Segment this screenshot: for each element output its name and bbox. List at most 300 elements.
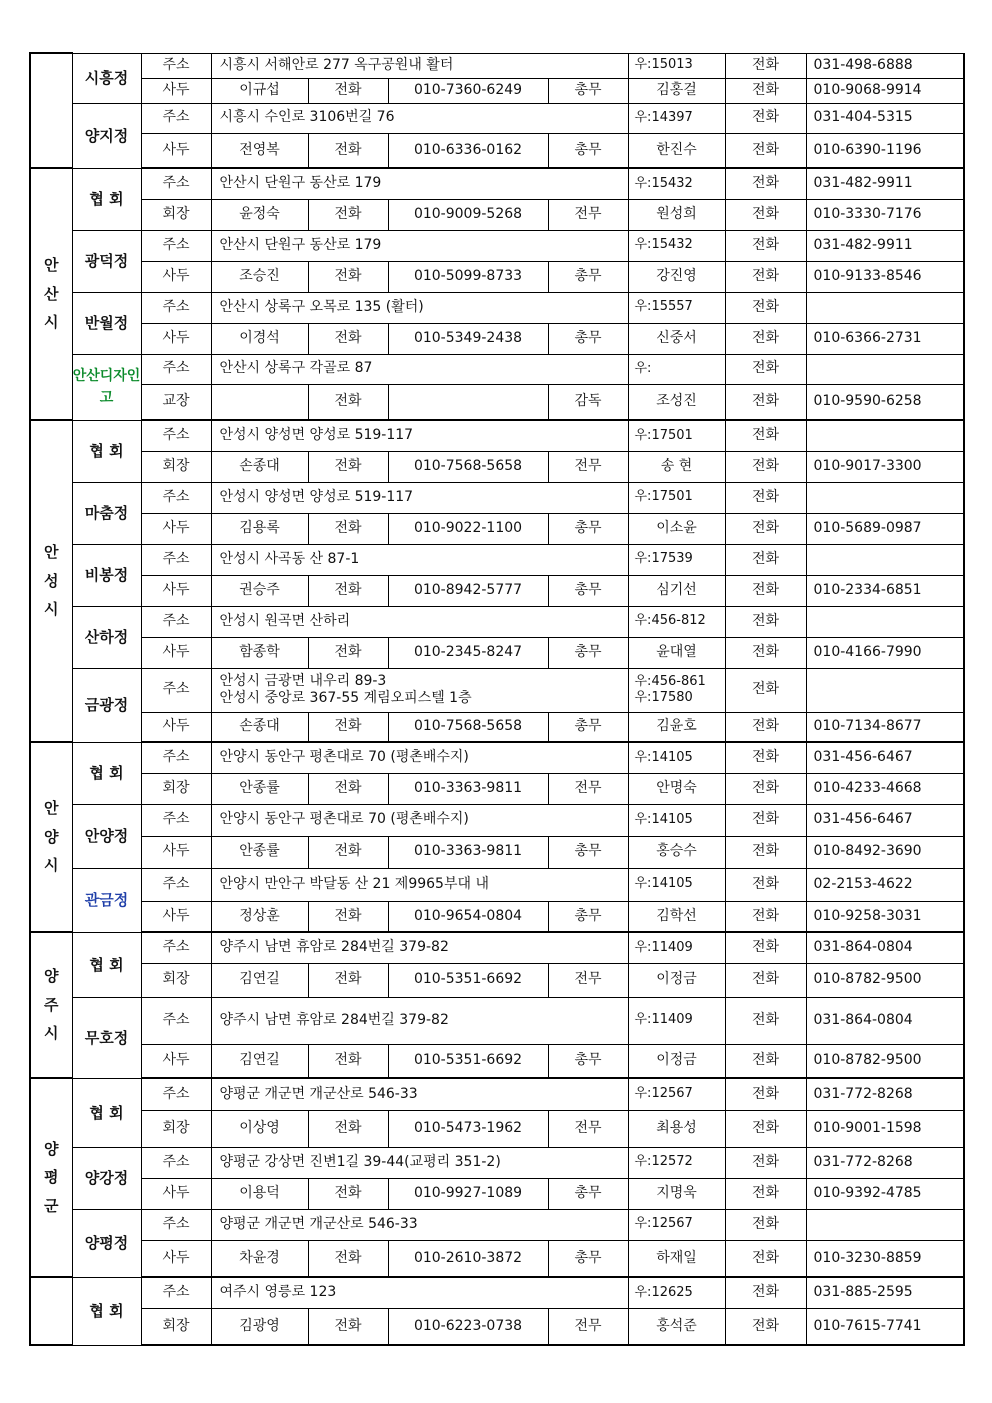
postal-code	[628, 668, 725, 712]
postal-code: 우:11409	[628, 997, 725, 1044]
officer-phone: 010-9927-1089	[388, 1178, 548, 1209]
secretary-phone-label: 전화	[725, 836, 806, 868]
address-label: 주소	[141, 292, 211, 323]
secretary-role: 총무	[548, 78, 628, 103]
club-phone-label: 전화	[725, 1209, 806, 1240]
club-address: 안성시 양성면 양성로 519-117	[211, 482, 628, 513]
postal-code: 우:15557	[628, 292, 725, 323]
secretary-role: 총무	[548, 261, 628, 292]
city-name-text: 안산시	[44, 256, 59, 332]
officer-phone: 010-5099-8733	[388, 261, 548, 292]
secretary-phone: 010-9001-1598	[806, 1110, 964, 1147]
club-phone-label: 전화	[725, 804, 806, 836]
address-label: 주소	[141, 1078, 211, 1110]
secretary-phone: 010-3330-7176	[806, 199, 964, 230]
club-phone-label: 전화	[725, 420, 806, 451]
city-name-text: 양주시	[44, 967, 59, 1043]
address-label: 주소	[141, 804, 211, 836]
officer-name: 이용덕	[211, 1178, 308, 1209]
club-phone: 031-404-5315	[806, 103, 964, 133]
club-name: 안산디자인고	[72, 354, 141, 420]
officer-phone: 010-7568-5658	[388, 451, 548, 482]
club-address-row	[30, 230, 964, 261]
officer-phone	[388, 384, 548, 420]
club-officer-row	[30, 78, 964, 103]
club-address: 안산시 단원구 동산로 179	[211, 230, 628, 261]
club-officer-row	[30, 513, 964, 544]
secretary-phone-label: 전화	[725, 323, 806, 354]
officer-name: 조승진	[211, 261, 308, 292]
club-phone: 031-482-9911	[806, 168, 964, 199]
club-address: 안산시 상록구 각골로 87	[211, 354, 628, 384]
club-officer-row	[30, 323, 964, 354]
city-name-text: 안성시	[44, 543, 59, 619]
postal-code: 우:15432	[628, 230, 725, 261]
officer-phone: 010-3363-9811	[388, 773, 548, 804]
officer-phone-label: 전화	[308, 575, 388, 606]
club-officer-row	[30, 1044, 964, 1078]
club-address-row	[30, 1277, 964, 1308]
secretary-phone: 010-6390-1196	[806, 133, 964, 168]
club-phone: 031-885-2595	[806, 1277, 964, 1308]
officer-name: 함종학	[211, 637, 308, 668]
secretary-name: 안명숙	[628, 773, 725, 804]
club-phone-label: 전화	[725, 292, 806, 323]
club-name: 협 회	[72, 1078, 141, 1147]
officer-role: 사두	[141, 1178, 211, 1209]
officer-phone-label: 전화	[308, 963, 388, 997]
officer-name: 전영복	[211, 133, 308, 168]
secretary-phone-label: 전화	[725, 513, 806, 544]
city-name-text: 안양시	[44, 799, 59, 875]
club-address: 안성시 원곡면 산하리	[211, 606, 628, 637]
officer-role: 회장	[141, 1110, 211, 1147]
officer-phone: 010-9009-5268	[388, 199, 548, 230]
club-address: 안양시 동안구 평촌대로 70 (평촌배수지)	[211, 742, 628, 773]
secretary-name: 김홍걸	[628, 78, 725, 103]
club-name: 양강정	[72, 1147, 141, 1209]
address-line-1: 안성시 금광면 내우리 89-3	[219, 672, 387, 689]
club-name: 반월정	[72, 292, 141, 354]
city-name-text: 양평군	[44, 1139, 59, 1215]
club-phone-label: 전화	[725, 354, 806, 384]
address-line-2: 안성시 중앙로 367-55 계림오피스텔 1층	[219, 690, 472, 706]
club-name: 안양정	[72, 804, 141, 868]
officer-role: 회장	[141, 773, 211, 804]
officer-phone: 010-5351-6692	[388, 1044, 548, 1078]
officer-name: 권승주	[211, 575, 308, 606]
officer-phone: 010-7568-5658	[388, 712, 548, 742]
secretary-phone: 010-5689-0987	[806, 513, 964, 544]
secretary-phone: 010-8492-3690	[806, 836, 964, 868]
address-label: 주소	[141, 544, 211, 575]
officer-phone-label: 전화	[308, 451, 388, 482]
officer-phone-label: 전화	[308, 323, 388, 354]
secretary-name: 강진영	[628, 261, 725, 292]
address-label: 주소	[141, 53, 211, 78]
secretary-name: 한진수	[628, 133, 725, 168]
city-name	[30, 168, 72, 420]
club-address-row	[30, 1078, 964, 1110]
city-name	[30, 742, 72, 932]
club-address: 안산시 상록구 오목로 135 (활터)	[211, 292, 628, 323]
club-phone: 031-482-9911	[806, 230, 964, 261]
club-address: 양평군 강상면 진변1길 39-44(교평리 351-2)	[211, 1147, 628, 1178]
secretary-role: 전무	[548, 1308, 628, 1345]
club-officer-row	[30, 261, 964, 292]
club-phone-label: 전화	[725, 230, 806, 261]
club-address	[211, 668, 628, 712]
club-address: 시흥시 수인로 3106번길 76	[211, 103, 628, 133]
club-address-row	[30, 103, 964, 133]
officer-role: 사두	[141, 323, 211, 354]
secretary-role: 전무	[548, 963, 628, 997]
club-address-row	[30, 804, 964, 836]
club-phone: 031-864-0804	[806, 997, 964, 1044]
club-officer-row	[30, 575, 964, 606]
club-name: 시흥정	[72, 53, 141, 103]
club-name: 양평정	[72, 1209, 141, 1277]
club-address-row	[30, 482, 964, 513]
club-address-row	[30, 1209, 964, 1240]
postal-code: 우:15013	[628, 53, 725, 78]
club-officer-row	[30, 637, 964, 668]
secretary-name: 이소윤	[628, 513, 725, 544]
club-name: 광덕정	[72, 230, 141, 292]
club-phone	[806, 1209, 964, 1240]
officer-phone-label: 전화	[308, 133, 388, 168]
club-phone: 031-456-6467	[806, 742, 964, 773]
secretary-phone-label: 전화	[725, 712, 806, 742]
officer-name: 안종률	[211, 773, 308, 804]
club-address-row	[30, 1147, 964, 1178]
secretary-role: 총무	[548, 712, 628, 742]
club-phone: 02-2153-4622	[806, 868, 964, 901]
club-address-row	[30, 544, 964, 575]
club-officer-row	[30, 836, 964, 868]
officer-role: 사두	[141, 261, 211, 292]
secretary-phone-label: 전화	[725, 451, 806, 482]
postal-code: 우:456-812	[628, 606, 725, 637]
address-label: 주소	[141, 482, 211, 513]
secretary-phone: 010-4233-4668	[806, 773, 964, 804]
club-phone-label: 전화	[725, 1277, 806, 1308]
club-officer-row	[30, 773, 964, 804]
club-phone	[806, 354, 964, 384]
secretary-role: 전무	[548, 199, 628, 230]
club-name: 무호정	[72, 997, 141, 1078]
secretary-name: 윤대열	[628, 637, 725, 668]
secretary-role: 총무	[548, 836, 628, 868]
postal-code: 우:14105	[628, 804, 725, 836]
officer-phone-label: 전화	[308, 773, 388, 804]
secretary-role: 전무	[548, 451, 628, 482]
address-label: 주소	[141, 1147, 211, 1178]
club-name: 양지정	[72, 103, 141, 168]
address-label: 주소	[141, 103, 211, 133]
club-officer-row	[30, 384, 964, 420]
officer-phone: 010-6336-0162	[388, 133, 548, 168]
address-label: 주소	[141, 606, 211, 637]
secretary-role: 총무	[548, 575, 628, 606]
officer-phone-label: 전화	[308, 712, 388, 742]
secretary-phone-label: 전화	[725, 1240, 806, 1277]
postal-code: 우:15432	[628, 168, 725, 199]
club-phone	[806, 420, 964, 451]
club-officer-row	[30, 712, 964, 742]
address-label: 주소	[141, 354, 211, 384]
secretary-role: 총무	[548, 637, 628, 668]
club-officer-row	[30, 1110, 964, 1147]
club-address: 양평군 개군면 개군산로 546-33	[211, 1209, 628, 1240]
postal-code: 우:17501	[628, 420, 725, 451]
officer-phone: 010-7360-6249	[388, 78, 548, 103]
secretary-role: 총무	[548, 1240, 628, 1277]
address-label: 주소	[141, 420, 211, 451]
officer-name: 차윤경	[211, 1240, 308, 1277]
secretary-phone: 010-8782-9500	[806, 1044, 964, 1078]
officer-role: 사두	[141, 836, 211, 868]
secretary-role: 총무	[548, 1044, 628, 1078]
club-address-row	[30, 742, 964, 773]
secretary-phone-label: 전화	[725, 901, 806, 932]
club-phone-label: 전화	[725, 53, 806, 78]
secretary-phone: 010-7615-7741	[806, 1308, 964, 1345]
secretary-name: 최용성	[628, 1110, 725, 1147]
city-name	[30, 1277, 72, 1345]
club-phone-label: 전화	[725, 606, 806, 637]
club-address: 양주시 남면 휴암로 284번길 379-82	[211, 932, 628, 963]
secretary-phone-label: 전화	[725, 384, 806, 420]
club-address: 안양시 만안구 박달동 산 21 제9965부대 내	[211, 868, 628, 901]
postal-code-1: 우:456-861	[634, 673, 706, 689]
secretary-phone-label: 전화	[725, 1178, 806, 1209]
secretary-phone-label: 전화	[725, 261, 806, 292]
address-label: 주소	[141, 997, 211, 1044]
club-name: 비봉정	[72, 544, 141, 606]
club-name: 관금정	[72, 868, 141, 932]
officer-phone: 010-5473-1962	[388, 1110, 548, 1147]
address-label: 주소	[141, 230, 211, 261]
club-address-row	[30, 668, 964, 712]
club-name: 협 회	[72, 420, 141, 482]
officer-phone-label: 전화	[308, 1240, 388, 1277]
officer-phone-label: 전화	[308, 836, 388, 868]
club-phone-label: 전화	[725, 1147, 806, 1178]
club-address: 안산시 단원구 동산로 179	[211, 168, 628, 199]
officer-phone-label: 전화	[308, 78, 388, 103]
officer-role: 사두	[141, 78, 211, 103]
officer-name: 손종대	[211, 712, 308, 742]
club-address-row	[30, 292, 964, 323]
secretary-phone-label: 전화	[725, 773, 806, 804]
officer-name: 윤정숙	[211, 199, 308, 230]
officer-role: 사두	[141, 513, 211, 544]
club-address: 양평군 개군면 개군산로 546-33	[211, 1078, 628, 1110]
club-address: 안성시 사곡동 산 87-1	[211, 544, 628, 575]
club-phone	[806, 668, 964, 712]
club-address: 안성시 양성면 양성로 519-117	[211, 420, 628, 451]
secretary-role: 전무	[548, 773, 628, 804]
secretary-phone-label: 전화	[725, 199, 806, 230]
officer-role: 사두	[141, 575, 211, 606]
club-phone-label: 전화	[725, 868, 806, 901]
postal-code: 우:17539	[628, 544, 725, 575]
secretary-name: 신중서	[628, 323, 725, 354]
officer-phone: 010-6223-0738	[388, 1308, 548, 1345]
secretary-phone: 010-9590-6258	[806, 384, 964, 420]
secretary-name: 이정금	[628, 963, 725, 997]
secretary-role: 총무	[548, 901, 628, 932]
officer-name: 김광영	[211, 1308, 308, 1345]
club-address: 시흥시 서해안로 277 옥구공원내 활터	[211, 53, 628, 78]
officer-phone: 010-9022-1100	[388, 513, 548, 544]
club-name: 협 회	[72, 1277, 141, 1345]
secretary-name: 원성희	[628, 199, 725, 230]
club-address-row	[30, 168, 964, 199]
club-phone	[806, 482, 964, 513]
club-phone	[806, 544, 964, 575]
officer-phone: 010-5351-6692	[388, 963, 548, 997]
postal-code: 우:11409	[628, 932, 725, 963]
officer-name: 김연길	[211, 963, 308, 997]
secretary-name: 홍석준	[628, 1308, 725, 1345]
officer-name: 이경석	[211, 323, 308, 354]
officer-name: 손종대	[211, 451, 308, 482]
club-name: 마춤정	[72, 482, 141, 544]
club-name: 협 회	[72, 742, 141, 804]
officer-phone-label: 전화	[308, 513, 388, 544]
officer-role: 사두	[141, 637, 211, 668]
secretary-phone-label: 전화	[725, 1110, 806, 1147]
secretary-phone: 010-9133-8546	[806, 261, 964, 292]
postal-code: 우:12572	[628, 1147, 725, 1178]
officer-name: 안종률	[211, 836, 308, 868]
officer-role: 교장	[141, 384, 211, 420]
club-officer-row	[30, 199, 964, 230]
postal-code: 우:12567	[628, 1078, 725, 1110]
club-name: 협 회	[72, 168, 141, 230]
secretary-phone-label: 전화	[725, 637, 806, 668]
club-officer-row	[30, 133, 964, 168]
officer-name	[211, 384, 308, 420]
club-address-row	[30, 53, 964, 78]
secretary-role: 전무	[548, 1110, 628, 1147]
address-label: 주소	[141, 1277, 211, 1308]
officer-phone-label: 전화	[308, 1178, 388, 1209]
secretary-role: 총무	[548, 1178, 628, 1209]
secretary-name: 홍승수	[628, 836, 725, 868]
address-label: 주소	[141, 742, 211, 773]
officer-role: 사두	[141, 1044, 211, 1078]
officer-role: 사두	[141, 133, 211, 168]
club-phone-label: 전화	[725, 482, 806, 513]
postal-code: 우:14397	[628, 103, 725, 133]
secretary-name: 지명욱	[628, 1178, 725, 1209]
secretary-name: 심기선	[628, 575, 725, 606]
secretary-role: 총무	[548, 513, 628, 544]
club-phone-label: 전화	[725, 932, 806, 963]
address-label: 주소	[141, 868, 211, 901]
officer-phone-label: 전화	[308, 1308, 388, 1345]
club-phone: 031-864-0804	[806, 932, 964, 963]
postal-code: 우:14105	[628, 742, 725, 773]
secretary-name: 김학선	[628, 901, 725, 932]
club-phone-label: 전화	[725, 742, 806, 773]
club-officer-row	[30, 1308, 964, 1345]
officer-phone: 010-9654-0804	[388, 901, 548, 932]
club-phone	[806, 606, 964, 637]
officer-name: 이규섭	[211, 78, 308, 103]
club-address-row	[30, 354, 964, 384]
address-label: 주소	[141, 668, 211, 712]
officer-phone-label: 전화	[308, 261, 388, 292]
club-phone-label: 전화	[725, 1078, 806, 1110]
secretary-phone: 010-9068-9914	[806, 78, 964, 103]
secretary-phone-label: 전화	[725, 78, 806, 103]
club-phone: 031-456-6467	[806, 804, 964, 836]
club-phone-label: 전화	[725, 168, 806, 199]
city-name	[30, 932, 72, 1078]
postal-code: 우:	[628, 354, 725, 384]
officer-phone-label: 전화	[308, 1110, 388, 1147]
officer-role: 회장	[141, 963, 211, 997]
officer-phone: 010-8942-5777	[388, 575, 548, 606]
secretary-role: 총무	[548, 133, 628, 168]
postal-code-2: 우:17580	[634, 690, 693, 705]
directory-document	[29, 52, 965, 1346]
secretary-name: 이정금	[628, 1044, 725, 1078]
officer-role: 사두	[141, 901, 211, 932]
club-officer-row	[30, 451, 964, 482]
secretary-name: 송 현	[628, 451, 725, 482]
postal-code: 우:17501	[628, 482, 725, 513]
officer-name: 김연길	[211, 1044, 308, 1078]
secretary-phone-label: 전화	[725, 1044, 806, 1078]
officer-role: 사두	[141, 712, 211, 742]
club-address: 여주시 영릉로 123	[211, 1277, 628, 1308]
club-address: 안양시 동안구 평촌대로 70 (평촌배수지)	[211, 804, 628, 836]
secretary-phone: 010-3230-8859	[806, 1240, 964, 1277]
officer-name: 정상훈	[211, 901, 308, 932]
club-phone: 031-772-8268	[806, 1078, 964, 1110]
postal-code: 우:12567	[628, 1209, 725, 1240]
secretary-phone: 010-6366-2731	[806, 323, 964, 354]
officer-phone: 010-2345-8247	[388, 637, 548, 668]
secretary-phone: 010-9017-3300	[806, 451, 964, 482]
address-label: 주소	[141, 168, 211, 199]
club-phone	[806, 292, 964, 323]
officer-role: 회장	[141, 451, 211, 482]
club-phone-label: 전화	[725, 103, 806, 133]
club-address-row	[30, 420, 964, 451]
club-address-row	[30, 606, 964, 637]
club-address-row	[30, 997, 964, 1044]
postal-code: 우:12625	[628, 1277, 725, 1308]
club-address-row	[30, 868, 964, 901]
club-phone-label: 전화	[725, 544, 806, 575]
club-phone-label: 전화	[725, 668, 806, 712]
officer-name: 이상영	[211, 1110, 308, 1147]
secretary-phone: 010-7134-8677	[806, 712, 964, 742]
secretary-name: 조성진	[628, 384, 725, 420]
officer-phone-label: 전화	[308, 901, 388, 932]
officer-phone: 010-2610-3872	[388, 1240, 548, 1277]
postal-code: 우:14105	[628, 868, 725, 901]
club-name: 협 회	[72, 932, 141, 997]
officer-phone-label: 전화	[308, 199, 388, 230]
club-phone: 031-498-6888	[806, 53, 964, 78]
